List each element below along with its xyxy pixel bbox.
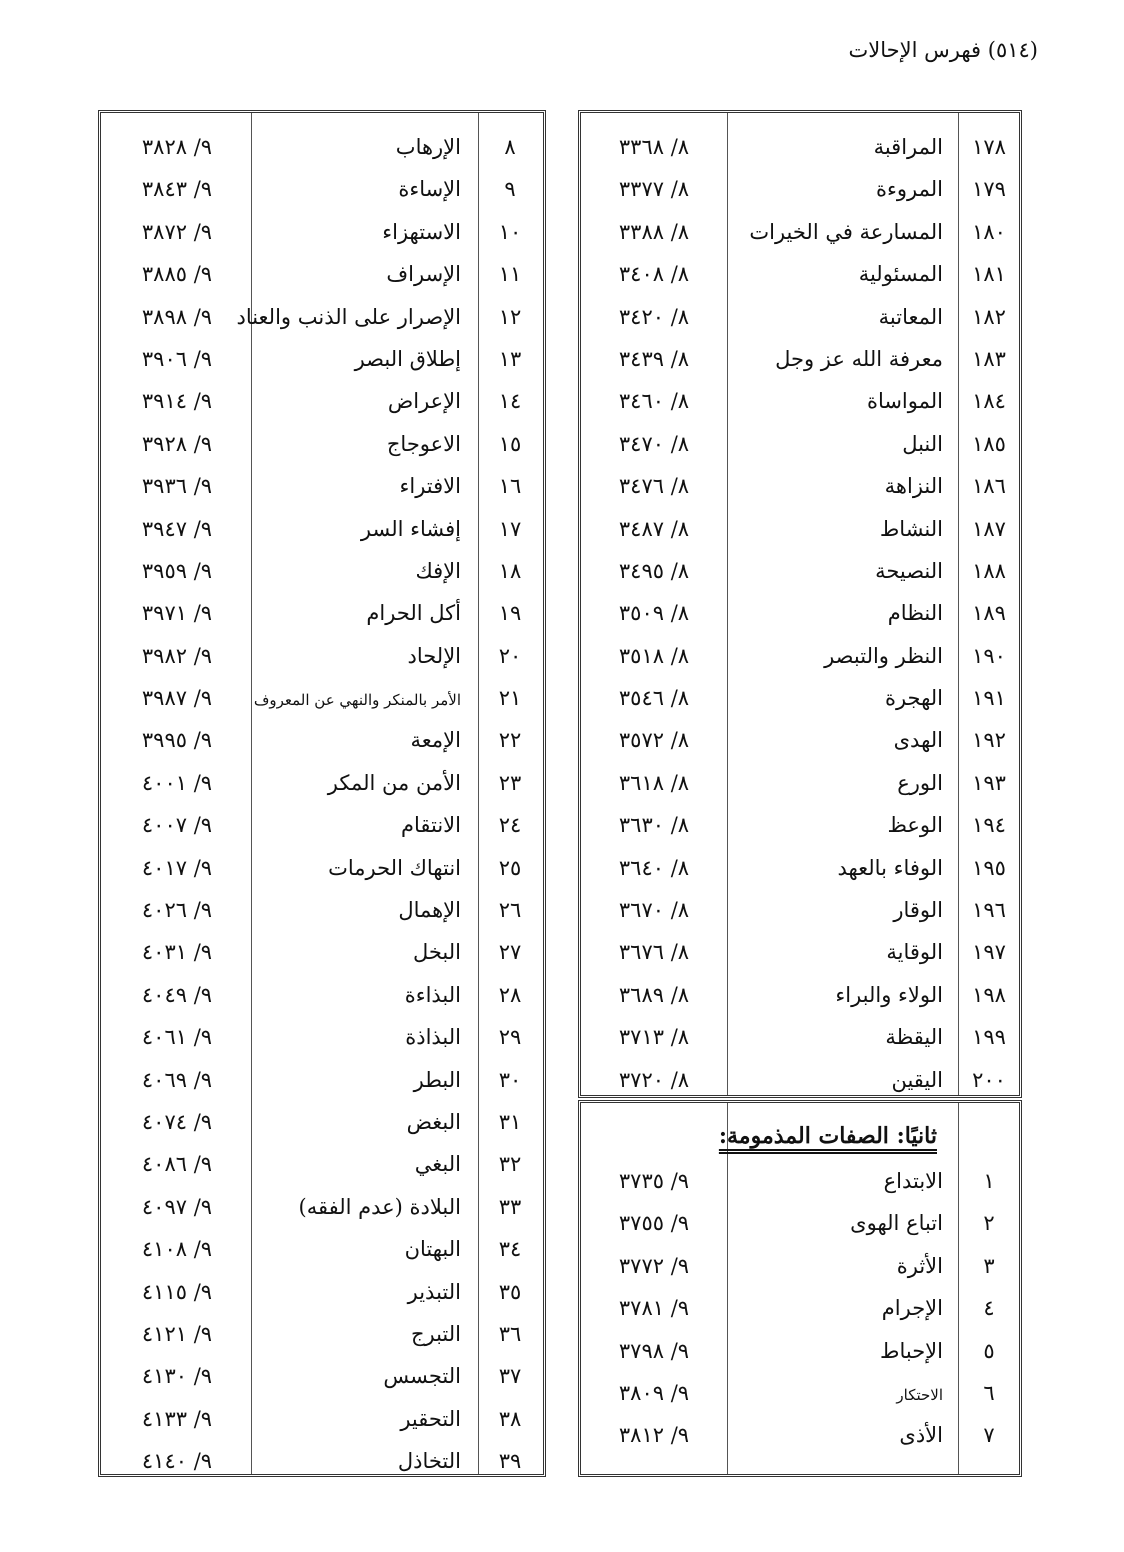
entry-reference: ٩/ ٣٩٢٨ [141,431,213,456]
index-row [101,1017,543,1059]
entry-title: الإهمال [398,898,461,923]
index-row [101,1229,543,1271]
index-row [581,720,1019,762]
entry-reference: ٩/ ٣٧٨١ [618,1296,690,1321]
entry-title: الإمعة [410,728,461,753]
index-row [581,297,1019,339]
index-row [101,424,543,466]
index-row [101,1356,543,1398]
entry-number: ٣٥ [498,1279,522,1304]
entry-number: ٦ [983,1380,995,1405]
index-row [581,1373,1019,1415]
entry-title: التجسس [383,1364,461,1389]
entry-number: ١٩٧ [972,940,1006,965]
entry-reference: ٨/ ٣٤٢٠ [618,304,690,329]
entry-number: ٢٩ [498,1025,522,1050]
entry-reference: ٩/ ٤٠٢٦ [141,898,213,923]
entry-number: ١٨٦ [972,474,1006,499]
entry-reference: ٩/ ٣٨٢٨ [141,135,213,159]
entry-number: ٢٧ [498,940,522,965]
index-row [581,848,1019,890]
entry-number: ٥ [983,1338,995,1363]
entry-number: ١٨ [498,558,522,583]
entry-title: الهدى [893,728,943,753]
entry-title: الإلحاد [407,643,461,668]
entry-number: ١٩٤ [972,813,1006,838]
entry-number: ٣٢ [498,1152,522,1177]
entry-number: ٣٣ [498,1194,522,1219]
entry-reference: ٨/ ٣٤٩٥ [618,558,690,583]
rows-container [581,1161,1019,1458]
entry-title: الانتقام [400,813,461,838]
entry-title: الإسراف [386,262,461,287]
index-row [581,127,1019,169]
entry-reference: ٩/ ٣٨٨٥ [141,262,213,287]
entry-number: ٢٢ [498,728,522,753]
entry-title: الاحتكار [896,1385,943,1404]
entry-number: ١٨٧ [972,516,1006,541]
entry-number: ١٨٩ [972,601,1006,626]
index-row [581,339,1019,381]
entry-number: ٣١ [498,1109,522,1134]
index-row [101,1187,543,1229]
section-title: ثانيًا: الصفات المذمومة: [718,1123,937,1149]
entry-title: البغي [414,1152,461,1177]
entry-number: ٣٤ [498,1237,522,1262]
entry-title: المراقبة [873,135,943,159]
entry-number: ٢٦ [498,898,522,923]
entry-title: الورع [897,770,943,795]
entry-title: النبل [902,431,943,456]
entry-reference: ٩/ ٣٧٣٥ [618,1169,690,1193]
entry-number: ٣ [983,1253,995,1278]
entry-title: النشاط [879,516,943,541]
index-row [101,1441,543,1483]
entry-reference: ٨/ ٣٣٨٨ [618,219,690,244]
entry-title: الإجرام [881,1296,943,1321]
entry-reference: ٨/ ٣٥٤٦ [618,686,690,711]
index-row [581,890,1019,932]
entry-number: ٢ [983,1211,995,1236]
index-row [101,339,543,381]
entry-title: النزاهة [884,474,943,499]
entry-title: الإفك [415,558,461,583]
entry-number: ٢١ [498,686,522,711]
entry-reference: ٩/ ٣٨٤٣ [141,177,213,202]
entry-title: التحقير [400,1406,461,1431]
index-row [101,848,543,890]
entry-title: المروءة [876,177,943,202]
entry-number: ١٥ [498,431,522,456]
entry-reference: ٩/ ٤٠٦٩ [141,1067,213,1092]
entry-title: الأمن من المكر [327,770,461,795]
index-row [581,466,1019,508]
entry-title: الافتراء [399,474,461,499]
entry-reference: ٨/ ٣٤٣٩ [618,346,690,371]
entry-number: ١٧٩ [972,177,1006,202]
entry-title: إطلاق البصر [354,346,461,371]
index-row [101,932,543,974]
entry-reference: ٩/ ٤٠٠١ [141,770,213,795]
entry-reference: ٨/ ٣٥٠٩ [618,601,690,626]
index-row [101,1102,543,1144]
entry-number: ٨ [504,135,516,159]
entry-reference: ٨/ ٣٥٧٢ [618,728,690,753]
entry-number: ١٧٨ [972,135,1006,159]
index-row [581,551,1019,593]
entry-reference: ٨/ ٣٧١٣ [618,1025,690,1050]
left-index-table [98,110,546,1477]
entry-reference: ٩/ ٤٠١٧ [141,855,213,880]
entry-title: النظر والتبصر [824,643,943,668]
entry-title: البطر [413,1067,461,1092]
entry-title: الاستهزاء [382,219,461,244]
index-row [581,1331,1019,1373]
entry-number: ٢٣ [498,770,522,795]
entry-title: المعاتبة [878,304,943,329]
index-row [581,975,1019,1017]
index-row [581,1203,1019,1245]
entry-number: ١٩٢ [972,728,1006,753]
entry-number: ١٨٤ [972,389,1006,414]
index-row [581,1060,1019,1102]
entry-number: ١٩٠ [972,643,1006,668]
entry-title: البهتان [404,1237,461,1262]
entry-reference: ٩/ ٤٠٨٦ [141,1152,213,1177]
entry-reference: ٩/ ٣٨٠٩ [618,1380,690,1405]
index-row [101,254,543,296]
entry-number: ٩ [504,177,516,202]
index-row [101,1314,543,1356]
index-row [581,593,1019,635]
entry-title: النظام [887,601,943,626]
entry-title: المسارعة في الخيرات [749,219,943,244]
entry-title: الإصرار على الذنب والعناد [236,304,461,329]
entry-number: ١٩١ [972,686,1006,711]
entry-title: التخاذل [397,1449,461,1474]
right-index-table-top [578,110,1022,1098]
index-row [581,254,1019,296]
entry-number: ١٩ [498,601,522,626]
entry-reference: ٩/ ٤٠٠٧ [141,813,213,838]
index-row [581,381,1019,423]
entry-number: ١٩٦ [972,898,1006,923]
entry-reference: ٩/ ٣٩٣٦ [141,474,213,499]
index-row [101,763,543,805]
entry-reference: ٩/ ٤١٣٣ [141,1406,213,1431]
entry-number: ١٩٨ [972,982,1006,1007]
index-row [101,466,543,508]
index-row [581,1246,1019,1288]
entry-reference: ٩/ ٣٩٤٧ [141,516,213,541]
index-row [101,551,543,593]
entry-title: المواساة [866,389,943,414]
entry-number: ١٨٢ [972,304,1006,329]
entry-title: انتهاك الحرمات [328,855,461,880]
index-row [101,636,543,678]
entry-number: ١ [983,1169,995,1193]
entry-number: ١٣ [498,346,522,371]
entry-title: الأثرة [896,1253,943,1278]
index-row [101,381,543,423]
entry-reference: ٨/ ٣٥١٨ [618,643,690,668]
index-row [581,932,1019,974]
index-row [581,678,1019,720]
entry-reference: ٨/ ٣٦٨٩ [618,982,690,1007]
index-row [581,1288,1019,1330]
entry-reference: ٨/ ٣٦٤٠ [618,855,690,880]
entry-reference: ٩/ ٤١٤٠ [141,1449,213,1474]
index-row [101,509,543,551]
entry-title: الابتداع [883,1169,943,1193]
entry-number: ١١ [498,262,522,287]
entry-reference: ٩/ ٣٩٧١ [141,601,213,626]
entry-number: ٢٤ [498,813,522,838]
entry-reference: ٨/ ٣٤٨٧ [618,516,690,541]
index-row [581,509,1019,551]
entry-number: ٣٩ [498,1449,522,1474]
entry-number: ٣٦ [498,1321,522,1346]
entry-number: ١٨٨ [972,558,1006,583]
entry-reference: ٨/ ٣٦١٨ [618,770,690,795]
entry-reference: ٩/ ٤١٢١ [141,1321,213,1346]
index-row [581,1161,1019,1203]
entry-reference: ٩/ ٤٠٧٤ [141,1109,213,1134]
index-row [101,212,543,254]
entry-reference: ٩/ ٣٩١٤ [141,389,213,414]
entry-reference: ٨/ ٣٧٢٠ [618,1067,690,1092]
entry-reference: ٨/ ٣٤٠٨ [618,262,690,287]
entry-reference: ٩/ ٤٠٦١ [141,1025,213,1050]
entry-title: البغض [406,1109,461,1134]
entry-reference: ٩/ ٤١١٥ [141,1279,213,1304]
entry-title: اليقين [891,1067,943,1092]
index-row [581,805,1019,847]
entry-title: الإحباط [880,1338,943,1363]
entry-reference: ٩/ ٣٧٧٢ [618,1253,690,1278]
entry-title: الإرهاب [395,135,461,159]
index-row [581,1415,1019,1457]
entry-reference: ٨/ ٣٣٦٨ [618,135,690,159]
entry-number: ١٩٩ [972,1025,1006,1050]
entry-title: معرفة الله عز وجل [775,346,943,371]
entry-reference: ٨/ ٣٤٦٠ [618,389,690,414]
entry-reference: ٩/ ٣٩٠٦ [141,346,213,371]
entry-number: ١٨٣ [972,346,1006,371]
index-row [101,1399,543,1441]
index-row [581,424,1019,466]
index-row [101,1272,543,1314]
entry-reference: ٨/ ٣٦٧٠ [618,898,690,923]
entry-title: الولاء والبراء [835,982,943,1007]
entry-number: ١٨٥ [972,431,1006,456]
entry-reference: ٩/ ٣٩٩٥ [141,728,213,753]
entry-number: ٢٠ [498,643,522,668]
entry-title: البخل [412,940,461,965]
entry-title: الإعراض [387,389,461,414]
index-row [101,890,543,932]
entry-number: ٣٨ [498,1406,522,1431]
index-row [101,297,543,339]
entry-title: البذاءة [404,982,461,1007]
page-header: (٥١٤) فهرس الإحالات [848,38,1038,62]
index-row [581,1017,1019,1059]
entry-title: اتباع الهوى [850,1211,943,1236]
entry-title: التبرج [410,1321,461,1346]
index-row [581,169,1019,211]
rows-container [581,127,1019,1102]
entry-number: ٢٠٠ [972,1067,1006,1092]
index-row [101,720,543,762]
entry-number: ١٠ [498,219,522,244]
index-row [581,212,1019,254]
entry-reference: ٩/ ٣٨١٢ [618,1423,690,1448]
entry-reference: ٩/ ٤٠٤٩ [141,982,213,1007]
index-row [101,169,543,211]
entry-reference: ٩/ ٣٧٥٥ [618,1211,690,1236]
entry-number: ٤ [983,1296,995,1321]
entry-title: الإساءة [398,177,461,202]
entry-title: الوقار [893,898,943,923]
index-row [101,593,543,635]
index-row [581,636,1019,678]
entry-number: ١٤ [498,389,522,414]
entry-number: ١٧ [498,516,522,541]
entry-number: ٣٧ [498,1364,522,1389]
entry-reference: ٩/ ٤٠٣١ [141,940,213,965]
entry-reference: ٨/ ٣٦٣٠ [618,813,690,838]
entry-number: ٢٥ [498,855,522,880]
entry-number: ١٨١ [972,262,1006,287]
entry-reference: ٨/ ٣٦٧٦ [618,940,690,965]
entry-title: البذاذة [405,1025,461,1050]
entry-title: أكل الحرام [366,601,461,626]
index-row [101,1144,543,1186]
index-row [101,127,543,169]
entry-title: البلادة (عدم الفقه) [298,1194,461,1219]
index-row [581,763,1019,805]
index-row [101,678,543,720]
entry-number: ٣٠ [498,1067,522,1092]
entry-reference: ٩/ ٣٨٩٨ [141,304,213,329]
entry-number: ١٦ [498,474,522,499]
entry-number: ٧ [983,1423,995,1448]
entry-title: الوقاية [886,940,943,965]
entry-reference: ٩/ ٣٩٥٩ [141,558,213,583]
entry-reference: ٨/ ٣٤٧٦ [618,474,690,499]
entry-title: الأمر بالمنكر والنهي عن المعروف [253,691,461,710]
entry-reference: ٩/ ٣٧٩٨ [618,1338,690,1363]
entry-reference: ٩/ ٣٩٨٢ [141,643,213,668]
entry-title: إفشاء السر [360,516,461,541]
entry-number: ١٩٥ [972,855,1006,880]
index-row [101,805,543,847]
entry-reference: ٨/ ٣٤٧٠ [618,431,690,456]
index-row [101,975,543,1017]
entry-title: الهجرة [884,686,943,711]
entry-reference: ٩/ ٤١٣٠ [141,1364,213,1389]
entry-title: الوفاء بالعهد [837,855,943,880]
right-index-table-bottom [578,1100,1022,1477]
entry-reference: ٩/ ٤٠٩٧ [141,1194,213,1219]
entry-reference: ٩/ ٤١٠٨ [141,1237,213,1262]
entry-number: ١٨٠ [972,219,1006,244]
entry-reference: ٩/ ٣٨٧٢ [141,219,213,244]
entry-title: الأذى [899,1423,943,1448]
entry-reference: ٨/ ٣٣٧٧ [618,177,690,202]
entry-number: ١٢ [498,304,522,329]
index-row [101,1060,543,1102]
entry-title: التبذير [407,1279,461,1304]
entry-title: اليقظة [885,1025,943,1050]
entry-reference: ٩/ ٣٩٨٧ [141,686,213,711]
entry-title: النصيحة [875,558,943,583]
entry-number: ١٩٣ [972,770,1006,795]
entry-title: الاعوجاج [386,431,461,456]
rows-container [101,127,543,1484]
entry-title: المسئولية [858,262,943,287]
entry-number: ٢٨ [498,982,522,1007]
entry-title: الوعظ [887,813,943,838]
